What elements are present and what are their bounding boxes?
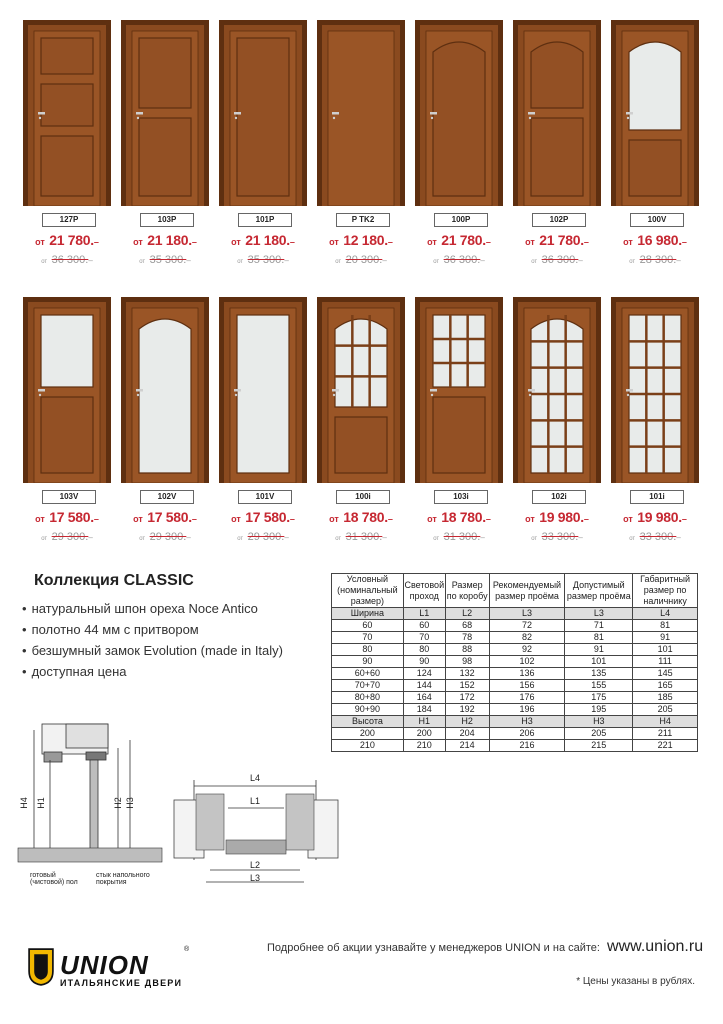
- height-diagram: [14, 720, 164, 870]
- table-cell: 80: [403, 644, 445, 656]
- door-old-price: [214, 527, 312, 545]
- feature-item: • безшумный замок Evolution (made in Italy): [22, 640, 283, 661]
- table-header: Допустимый размер проёма: [565, 574, 633, 608]
- table-cell: 204: [445, 728, 489, 740]
- table-cell: 101: [565, 656, 633, 668]
- door-price: [18, 509, 116, 527]
- table-row: [332, 692, 698, 704]
- old-price-suffix: –: [480, 533, 485, 542]
- size-table: [331, 573, 698, 752]
- door-old-price: [410, 250, 508, 268]
- table-cell: 216: [489, 740, 565, 752]
- label-l1: L1: [250, 796, 261, 806]
- door-card: [116, 297, 214, 547]
- price-suffix: –: [191, 514, 197, 524]
- door-image: [317, 20, 415, 206]
- price-suffix: –: [387, 514, 393, 524]
- label-l4: L4: [250, 773, 261, 783]
- table-cell: H3: [489, 716, 565, 728]
- table-cell: L4: [633, 608, 698, 620]
- old-price-suffix: –: [186, 533, 191, 542]
- table-cell: L3: [565, 608, 633, 620]
- brand-subtitle: ИТАЛЬЯНСКИЕ ДВЕРИ: [60, 978, 183, 988]
- door-price: [312, 509, 410, 527]
- table-cell: 72: [489, 620, 565, 632]
- table-cell: 60: [332, 620, 404, 632]
- door-image: [121, 297, 219, 483]
- old-price-value: 33 300.: [639, 531, 677, 543]
- door-image: [415, 297, 513, 483]
- table-cell: 101: [633, 644, 698, 656]
- old-price-suffix: –: [284, 533, 289, 542]
- price-value: 12 180.: [343, 232, 388, 248]
- door-old-price: [116, 250, 214, 268]
- old-price-value: 29 300.: [149, 531, 187, 543]
- table-cell: 102: [489, 656, 565, 668]
- door-image: [219, 297, 317, 483]
- table-cell: 214: [445, 740, 489, 752]
- old-price-suffix: –: [676, 256, 681, 265]
- price-prefix: от: [623, 514, 633, 524]
- table-row: [332, 656, 698, 668]
- door-model-label: 101P: [238, 213, 292, 227]
- door-price: [508, 232, 606, 250]
- price-value: 21 780.: [441, 232, 486, 248]
- door-old-price: [312, 527, 410, 545]
- door-image: [415, 20, 513, 206]
- table-cell: 200: [332, 728, 404, 740]
- table-cell: 60: [403, 620, 445, 632]
- table-cell: 90+90: [332, 704, 404, 716]
- price-suffix: –: [387, 237, 393, 247]
- feature-item: • полотно 44 мм с притвором: [22, 619, 283, 640]
- table-cell: 206: [489, 728, 565, 740]
- door-old-price: [214, 250, 312, 268]
- table-row: [332, 740, 698, 752]
- door-model-label: 103P: [140, 213, 194, 227]
- table-cell: 184: [403, 704, 445, 716]
- old-price-suffix: –: [676, 533, 681, 542]
- door-card: [606, 20, 704, 270]
- price-value: 18 780.: [343, 509, 388, 525]
- price-suffix: –: [289, 514, 295, 524]
- door-image: [611, 20, 709, 206]
- table-cell: 200: [403, 728, 445, 740]
- feature-item: • доступная цена: [22, 661, 283, 682]
- door-model-label: P TK2: [336, 213, 390, 227]
- table-cell: H1: [403, 716, 445, 728]
- door-model-label: 101V: [238, 490, 292, 504]
- old-price-value: 29 300.: [247, 531, 285, 543]
- old-price-suffix: –: [186, 256, 191, 265]
- door-image: [23, 297, 121, 483]
- table-cell: 60+60: [332, 668, 404, 680]
- old-price-prefix: от: [237, 536, 244, 542]
- door-model-label: 127P: [42, 213, 96, 227]
- table-cell: 90: [332, 656, 404, 668]
- price-prefix: от: [35, 237, 45, 247]
- price-prefix: от: [35, 514, 45, 524]
- door-price: [214, 232, 312, 250]
- table-cell: 165: [633, 680, 698, 692]
- door-row-bottom: [0, 297, 723, 547]
- door-card: [410, 297, 508, 547]
- feature-list: [22, 598, 283, 682]
- old-price-value: 31 300.: [345, 531, 383, 543]
- brand-name: UNION: [60, 950, 149, 980]
- old-price-value: 31 300.: [443, 531, 481, 543]
- feature-item: • натуральный шпон ореха Noce Antico: [22, 598, 283, 619]
- label-h3: H3: [124, 797, 135, 809]
- floor-label-line: (чистовой) пол: [30, 879, 78, 886]
- old-price-prefix: от: [433, 259, 440, 265]
- old-price-prefix: от: [335, 536, 342, 542]
- old-price-prefix: от: [335, 259, 342, 265]
- door-old-price: [116, 527, 214, 545]
- old-price-value: 36 300.: [541, 254, 579, 266]
- table-cell: 205: [565, 728, 633, 740]
- table-header: Размер по коробу: [445, 574, 489, 608]
- door-card: [18, 297, 116, 547]
- old-price-prefix: от: [237, 259, 244, 265]
- table-cell: 210: [332, 740, 404, 752]
- old-price-value: 36 300.: [443, 254, 481, 266]
- table-cell: 78: [445, 632, 489, 644]
- door-old-price: [18, 250, 116, 268]
- joint-label: [96, 872, 150, 886]
- table-cell: 70: [332, 632, 404, 644]
- old-price-value: 36 300.: [51, 254, 89, 266]
- price-prefix: от: [133, 237, 143, 247]
- door-card: [410, 20, 508, 270]
- table-cell: 135: [565, 668, 633, 680]
- table-cell: 90: [403, 656, 445, 668]
- price-suffix: –: [485, 237, 491, 247]
- label-h2: H2: [112, 797, 123, 809]
- price-prefix: от: [623, 237, 633, 247]
- table-cell: 215: [565, 740, 633, 752]
- door-card: [214, 297, 312, 547]
- table-header: Рекомендуемый размер проёма: [489, 574, 565, 608]
- door-image: [513, 20, 611, 206]
- door-image: [611, 297, 709, 483]
- old-price-prefix: от: [531, 259, 538, 265]
- table-cell: 164: [403, 692, 445, 704]
- door-model-label: 103i: [434, 490, 488, 504]
- table-row: [332, 644, 698, 656]
- table-header: Условный (номинальный размер): [332, 574, 404, 608]
- table-cell: 156: [489, 680, 565, 692]
- table-cell: 91: [633, 632, 698, 644]
- door-card: [508, 20, 606, 270]
- table-cell: 144: [403, 680, 445, 692]
- table-cell: 88: [445, 644, 489, 656]
- old-price-suffix: –: [578, 533, 583, 542]
- contact-line: [267, 938, 703, 956]
- joint-label-line: стык напольного: [96, 872, 150, 879]
- old-price-suffix: –: [578, 256, 583, 265]
- table-cell: 136: [489, 668, 565, 680]
- door-image: [317, 297, 415, 483]
- site-link[interactable]: www.union.ru: [607, 938, 704, 955]
- price-prefix: от: [525, 237, 535, 247]
- table-cell: 98: [445, 656, 489, 668]
- table-cell: 172: [445, 692, 489, 704]
- old-price-prefix: от: [433, 536, 440, 542]
- table-cell: 124: [403, 668, 445, 680]
- price-suffix: –: [681, 514, 687, 524]
- old-price-suffix: –: [382, 533, 387, 542]
- price-value: 17 580.: [147, 509, 192, 525]
- price-value: 21 180.: [147, 232, 192, 248]
- door-image: [513, 297, 611, 483]
- table-row: [332, 632, 698, 644]
- old-price-prefix: от: [139, 259, 146, 265]
- price-suffix: –: [191, 237, 197, 247]
- table-cell: 211: [633, 728, 698, 740]
- table-row: [332, 680, 698, 692]
- table-cell: Ширина: [332, 608, 404, 620]
- floor-label: [30, 872, 78, 886]
- old-price-value: 20 300.: [345, 254, 383, 266]
- table-cell: 221: [633, 740, 698, 752]
- door-model-label: 102V: [140, 490, 194, 504]
- floor-label-line: готовый: [30, 872, 56, 879]
- door-old-price: [606, 250, 704, 268]
- door-card: [18, 20, 116, 270]
- table-cell: Высота: [332, 716, 404, 728]
- table-cell: 81: [565, 632, 633, 644]
- table-cell: 68: [445, 620, 489, 632]
- price-note: * Цены указаны в рублях.: [576, 976, 695, 987]
- door-price: [18, 232, 116, 250]
- contact-text: Подробнее об акции узнавайте у менеджеров UNION и на сайте:: [267, 942, 600, 954]
- door-old-price: [312, 250, 410, 268]
- table-cell: 196: [489, 704, 565, 716]
- door-card: [214, 20, 312, 270]
- door-model-label: 103V: [42, 490, 96, 504]
- door-model-label: 100V: [630, 213, 684, 227]
- collection-title: Коллекция CLASSIC: [34, 572, 194, 589]
- price-value: 19 980.: [539, 509, 584, 525]
- price-value: 18 780.: [441, 509, 486, 525]
- price-suffix: –: [93, 237, 99, 247]
- table-cell: 152: [445, 680, 489, 692]
- old-price-value: 29 300.: [51, 531, 89, 543]
- width-diagram: [166, 770, 346, 890]
- table-cell: 145: [633, 668, 698, 680]
- table-cell: H4: [633, 716, 698, 728]
- door-price: [508, 509, 606, 527]
- label-l2: L2: [250, 860, 261, 870]
- price-prefix: от: [329, 514, 339, 524]
- old-price-prefix: от: [629, 536, 636, 542]
- door-model-label: 101i: [630, 490, 684, 504]
- door-image: [23, 20, 121, 206]
- old-price-value: 35 300.: [247, 254, 285, 266]
- door-model-label: 102P: [532, 213, 586, 227]
- table-cell: 80: [332, 644, 404, 656]
- table-cell: H2: [445, 716, 489, 728]
- door-card: [312, 297, 410, 547]
- table-row: [332, 728, 698, 740]
- label-h4: H4: [18, 797, 29, 809]
- price-prefix: от: [231, 237, 241, 247]
- table-header: Габаритный размер по наличнику: [633, 574, 698, 608]
- price-suffix: –: [583, 237, 589, 247]
- table-cell: 185: [633, 692, 698, 704]
- table-row: [332, 704, 698, 716]
- old-price-value: 33 300.: [541, 531, 579, 543]
- table-cell: 195: [565, 704, 633, 716]
- door-price: [606, 509, 704, 527]
- price-value: 16 980.: [637, 232, 682, 248]
- price-prefix: от: [427, 237, 437, 247]
- price-value: 21 780.: [539, 232, 584, 248]
- old-price-suffix: –: [480, 256, 485, 265]
- price-prefix: от: [427, 514, 437, 524]
- old-price-prefix: от: [139, 536, 146, 542]
- door-price: [410, 232, 508, 250]
- table-cell: 80+80: [332, 692, 404, 704]
- price-prefix: от: [133, 514, 143, 524]
- door-image: [219, 20, 317, 206]
- door-price: [606, 232, 704, 250]
- old-price-prefix: от: [41, 259, 48, 265]
- table-cell: 70: [403, 632, 445, 644]
- price-suffix: –: [485, 514, 491, 524]
- door-old-price: [508, 250, 606, 268]
- door-price: [312, 232, 410, 250]
- table-cell: 175: [565, 692, 633, 704]
- table-subheader-row: [332, 716, 698, 728]
- door-model-label: 100P: [434, 213, 488, 227]
- table-cell: 176: [489, 692, 565, 704]
- door-old-price: [606, 527, 704, 545]
- table-cell: 132: [445, 668, 489, 680]
- label-h1: H1: [35, 797, 46, 809]
- price-value: 17 580.: [245, 509, 290, 525]
- door-old-price: [508, 527, 606, 545]
- table-cell: 82: [489, 632, 565, 644]
- price-prefix: от: [525, 514, 535, 524]
- price-prefix: от: [329, 237, 339, 247]
- old-price-suffix: –: [382, 256, 387, 265]
- door-card: [312, 20, 410, 270]
- label-l3: L3: [250, 873, 261, 883]
- door-image: [121, 20, 219, 206]
- joint-label-line: покрытия: [96, 879, 127, 886]
- door-model-label: 100i: [336, 490, 390, 504]
- old-price-suffix: –: [88, 256, 93, 265]
- table-cell: 70+70: [332, 680, 404, 692]
- table-cell: L3: [489, 608, 565, 620]
- table-cell: 210: [403, 740, 445, 752]
- table-subheader-row: [332, 608, 698, 620]
- door-model-label: 102i: [532, 490, 586, 504]
- door-old-price: [18, 527, 116, 545]
- registered-mark: ®: [184, 946, 190, 953]
- door-price: [214, 509, 312, 527]
- old-price-value: 35 300.: [149, 254, 187, 266]
- table-header: Световой проход: [403, 574, 445, 608]
- table-cell: L1: [403, 608, 445, 620]
- table-cell: 91: [565, 644, 633, 656]
- old-price-prefix: от: [41, 536, 48, 542]
- table-cell: 92: [489, 644, 565, 656]
- price-value: 21 180.: [245, 232, 290, 248]
- price-value: 19 980.: [637, 509, 682, 525]
- table-header-row: [332, 574, 698, 608]
- price-suffix: –: [583, 514, 589, 524]
- door-card: [606, 297, 704, 547]
- old-price-suffix: –: [284, 256, 289, 265]
- union-logo-icon: [24, 945, 58, 989]
- table-cell: 155: [565, 680, 633, 692]
- table-row: [332, 668, 698, 680]
- door-row-top: [0, 20, 723, 270]
- table-cell: 205: [633, 704, 698, 716]
- door-card: [116, 20, 214, 270]
- table-cell: 192: [445, 704, 489, 716]
- table-cell: 81: [633, 620, 698, 632]
- table-cell: 71: [565, 620, 633, 632]
- price-suffix: –: [289, 237, 295, 247]
- door-old-price: [410, 527, 508, 545]
- table-cell: H3: [565, 716, 633, 728]
- price-prefix: от: [231, 514, 241, 524]
- price-value: 21 780.: [49, 232, 94, 248]
- price-value: 17 580.: [49, 509, 94, 525]
- table-cell: L2: [445, 608, 489, 620]
- old-price-value: 28 300.: [639, 254, 677, 266]
- price-suffix: –: [93, 514, 99, 524]
- door-card: [508, 297, 606, 547]
- old-price-prefix: от: [531, 536, 538, 542]
- door-price: [116, 232, 214, 250]
- old-price-prefix: от: [629, 259, 636, 265]
- door-price: [410, 509, 508, 527]
- table-row: [332, 620, 698, 632]
- door-price: [116, 509, 214, 527]
- old-price-suffix: –: [88, 533, 93, 542]
- table-cell: 111: [633, 656, 698, 668]
- price-suffix: –: [681, 237, 687, 247]
